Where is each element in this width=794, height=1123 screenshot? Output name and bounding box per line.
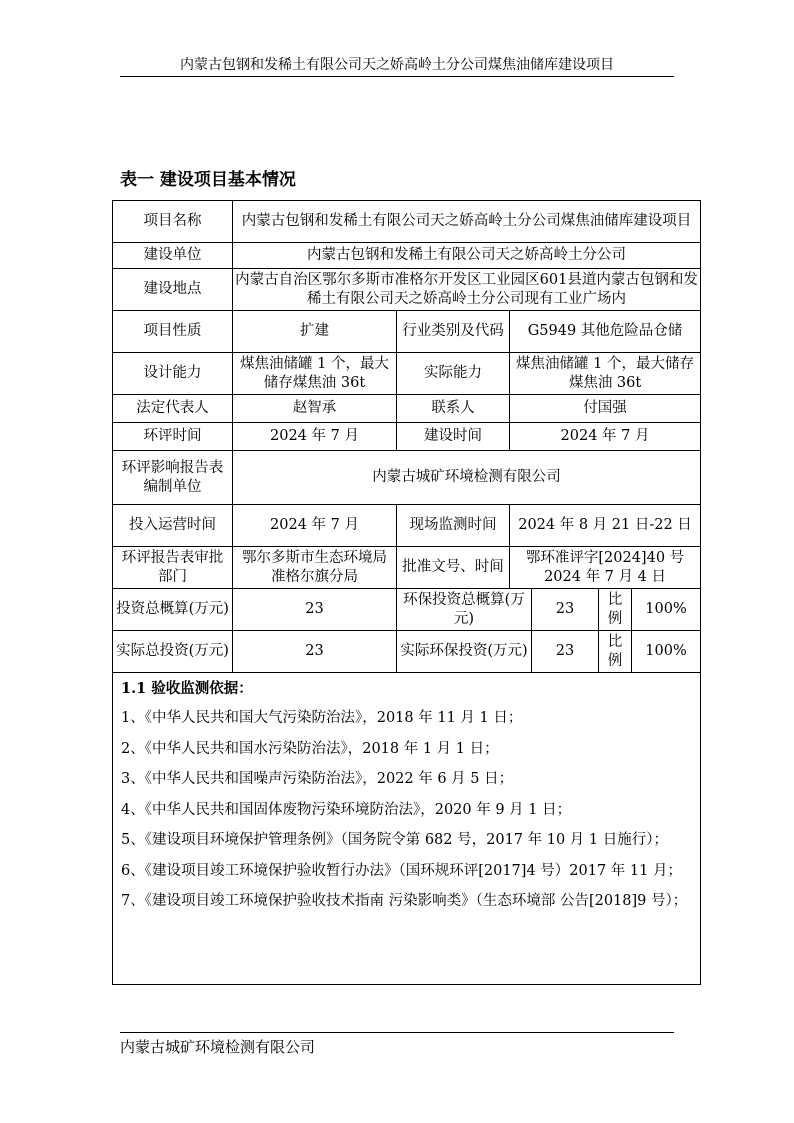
operation-time-value: 2024 年 7 月: [233, 505, 397, 547]
basis-item: 3、《中华人民共和国噪声污染防治法》，2022 年 6 月 5 日；: [121, 771, 514, 787]
actual-capacity-label: 实际能力: [397, 353, 510, 395]
eia-org-value: 内蒙古城矿环境检测有限公司: [233, 451, 701, 505]
contact-value: 付国强: [510, 395, 701, 423]
project-info-table: [112, 200, 701, 985]
location-label: 建设地点: [113, 269, 233, 311]
ratio-value: 100%: [632, 589, 701, 631]
approval-dept-label: 环评报告表审批部门: [113, 547, 233, 589]
operation-time-label: 投入运营时间: [113, 505, 233, 547]
project-name-label: 项目名称: [113, 201, 233, 243]
approval-no-label: 批准文号、时间: [397, 547, 510, 589]
eia-org-label: 环评影响报告表编制单位: [113, 451, 233, 505]
actual-env-invest-label: 实际环保投资(万元): [397, 631, 532, 673]
acceptance-basis-title: 1.1 验收监测依据：: [121, 680, 253, 697]
nature-label: 项目性质: [113, 311, 233, 353]
env-invest-label: 环保投资总概算(万元): [397, 589, 532, 631]
ratio2-value: 100%: [632, 631, 701, 673]
nature-value: 扩建: [233, 311, 397, 353]
location-value: 内蒙古自治区鄂尔多斯市准格尔开发区工业园区601县道内蒙古包钢和发稀土有限公司天之娇高岭土分公司现有工业广场内: [233, 269, 701, 311]
basis-item: 7、《建设项目竣工环境保护验收技术指南 污染影响类》（生态环境部 公告[2018]9 号）；: [121, 893, 688, 909]
contact-label: 联系人: [397, 395, 510, 423]
legal-rep-value: 赵智承: [233, 395, 397, 423]
invest-label: 投资总概算(万元): [113, 589, 233, 631]
unit-label: 建设单位: [113, 243, 233, 269]
build-time-value: 2024 年 7 月: [510, 423, 701, 451]
project-name-value: 内蒙古包钢和发稀土有限公司天之娇高岭土分公司煤焦油储库建设项目: [233, 201, 701, 243]
eia-time-value: 2024 年 7 月: [233, 423, 397, 451]
design-capacity-value: 煤焦油储罐 1 个，最大储存煤焦油 36t: [233, 353, 397, 395]
footer-company: 内蒙古城矿环境检测有限公司: [120, 1038, 316, 1056]
actual-invest-label: 实际总投资(万元): [113, 631, 233, 673]
approval-no-value: 鄂环准评字[2024]40 号 2024 年 7 月 4 日: [510, 547, 701, 589]
basis-item: 6、《建设项目竣工环境保护验收暂行办法》（国环规环评[2017]4 号）2017 年 11 月；: [121, 862, 682, 879]
section-title: 表一 建设项目基本情况: [120, 170, 296, 190]
basis-item: 5、《建设项目环境保护管理条例》（国务院令第 682 号，2017 年 10 月 1 日施行）；: [121, 832, 668, 848]
actual-env-invest-value: 23: [532, 631, 599, 673]
header-divider: [120, 76, 674, 77]
industry-label: 行业类别及代码: [397, 311, 510, 353]
approval-dept-value: 鄂尔多斯市生态环境局准格尔旗分局: [233, 547, 397, 589]
actual-capacity-value: 煤焦油储罐 1 个，最大储存煤焦油 36t: [510, 353, 701, 395]
invest-value: 23: [233, 589, 397, 631]
page-header-title: 内蒙古包钢和发稀土有限公司天之娇高岭土分公司煤焦油储库建设项目: [180, 57, 614, 73]
basis-item: 4、《中华人民共和国固体废物污染环境防治法》，2020 年 9 月 1 日；: [121, 801, 572, 818]
actual-invest-value: 23: [233, 631, 397, 673]
monitor-time-label: 现场监测时间: [397, 505, 510, 547]
ratio2-label: 比例: [599, 631, 632, 673]
eia-time-label: 环评时间: [113, 423, 233, 451]
unit-value: 内蒙古包钢和发稀土有限公司天之娇高岭土分公司: [233, 243, 701, 269]
monitor-time-value: 2024 年 8 月 21 日-22 日: [510, 505, 701, 547]
ratio-label: 比例: [599, 589, 632, 631]
legal-rep-label: 法定代表人: [113, 395, 233, 423]
industry-value: G5949 其他危险品仓储: [510, 311, 701, 353]
env-invest-value: 23: [532, 589, 599, 631]
basis-item: 1、《中华人民共和国大气污染防治法》，2018 年 11 月 1 日；: [121, 710, 523, 726]
build-time-label: 建设时间: [397, 423, 510, 451]
design-capacity-label: 设计能力: [113, 353, 233, 395]
basis-item: 2、《中华人民共和国水污染防治法》，2018 年 1 月 1 日；: [121, 740, 499, 757]
footer-divider: [120, 1032, 674, 1033]
acceptance-basis-cell: [113, 673, 701, 985]
